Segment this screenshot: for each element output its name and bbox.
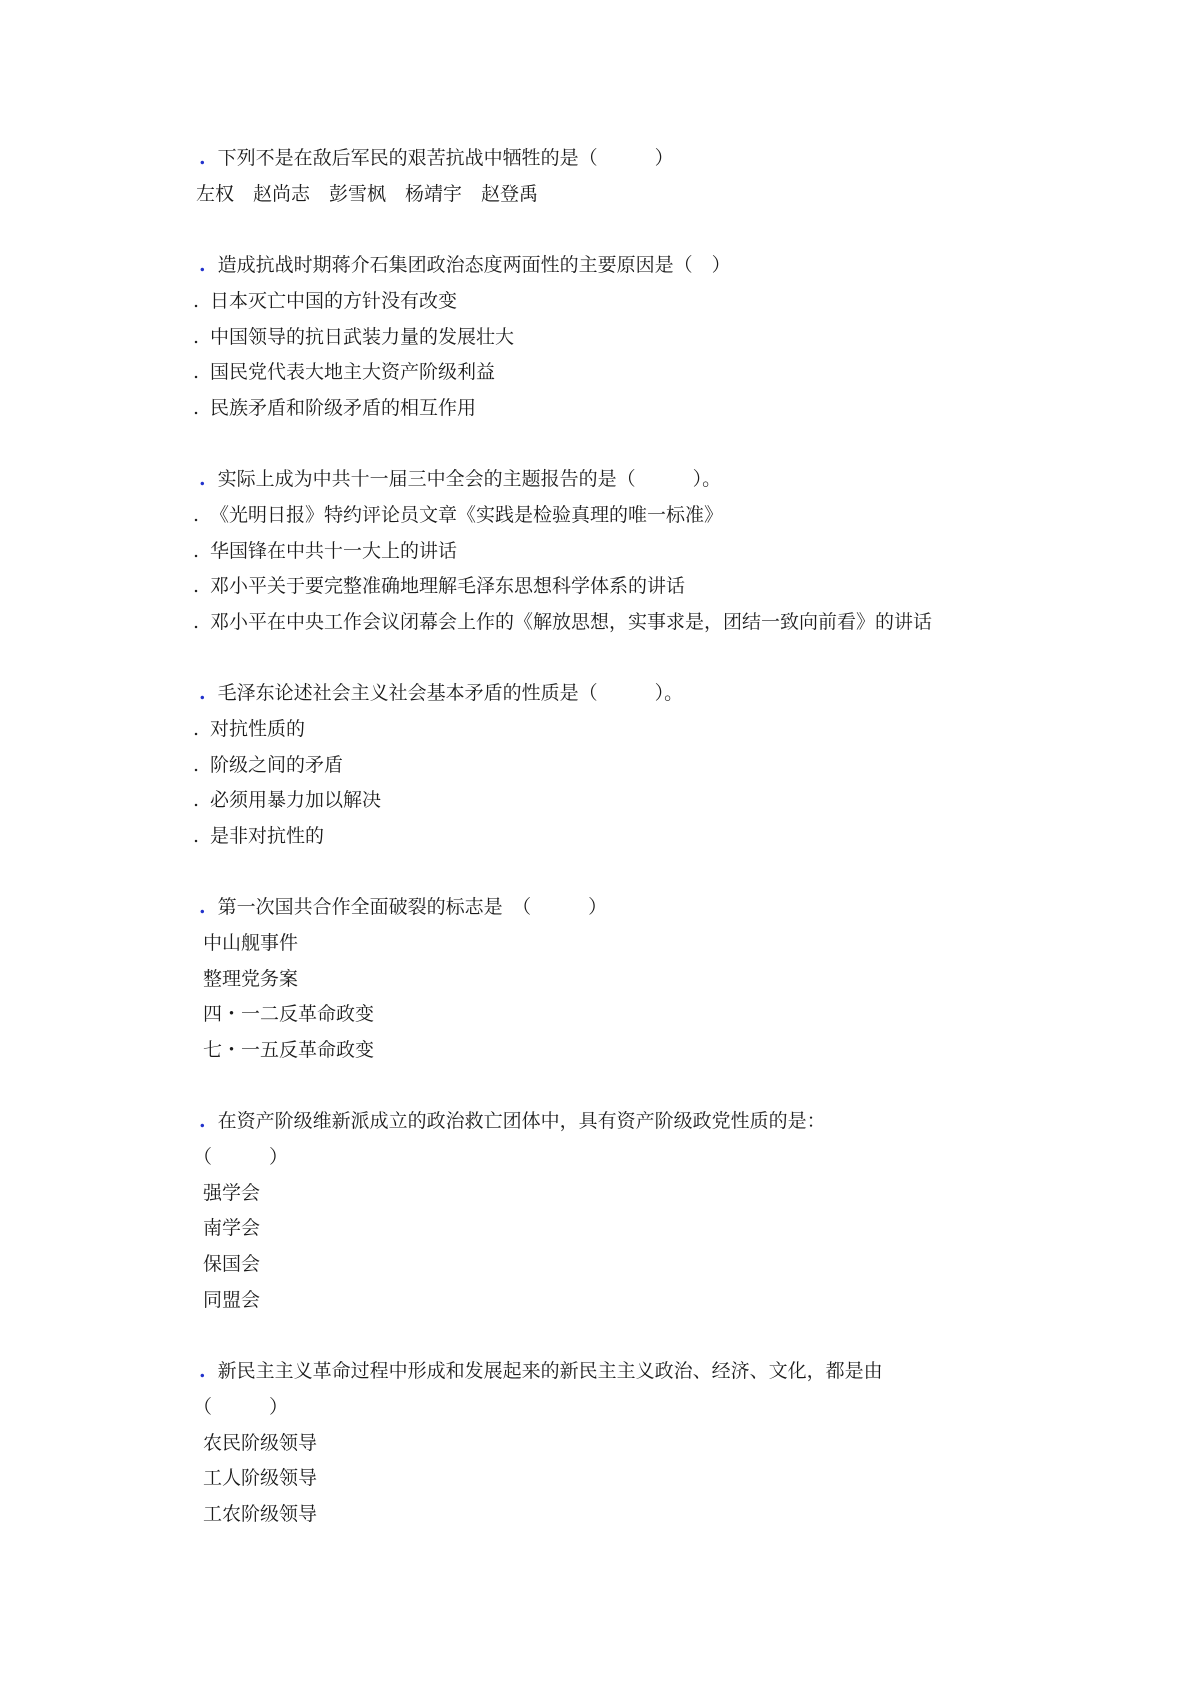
option-dot: . [193,290,200,312]
question-4 [199,681,683,705]
option-dot: . [193,611,200,633]
question-stem: 毛泽东论述社会主义社会基本矛盾的性质是（ ）。 [217,682,684,704]
option [193,574,685,598]
option-text: 对抗性质的 [210,718,306,740]
option: 中山舰事件 [203,932,299,954]
option [193,753,343,777]
option: 农民阶级领导 [203,1432,318,1454]
option [193,539,457,563]
inline-options: 左权 赵尚志 彭雪枫 杨靖宇 赵登禹 [196,183,539,205]
option-text: 华国锋在中共十一大上的讲话 [210,540,458,562]
option: 整理党务案 [203,968,299,990]
option-text: 阶级之间的矛盾 [210,754,344,776]
option [193,325,514,349]
question-3 [199,467,721,491]
option [193,289,457,313]
question-dot: . [199,1110,206,1132]
option-dot: . [193,575,200,597]
question-dot: . [199,468,206,490]
option [193,610,932,634]
option-text: 中国领导的抗日武装力量的发展壮大 [210,326,515,348]
option-dot: . [193,326,200,348]
question-6 [199,1109,826,1133]
option-text: 《光明日报》特约评论员文章《实践是检验真理的唯一标准》 [210,504,724,526]
option-dot: . [193,754,200,776]
option [193,503,723,527]
option [193,717,305,741]
option: 同盟会 [203,1289,261,1311]
question-stem: 实际上成为中共十一届三中全会的主题报告的是（ ）。 [217,468,722,490]
option-dot: . [193,789,200,811]
option [193,788,381,812]
option-dot: . [193,361,200,383]
option: 南学会 [203,1217,261,1239]
option: 工农阶级领导 [203,1503,318,1525]
option: 四・一二反革命政变 [203,1003,375,1025]
option-dot: . [193,540,200,562]
option [193,360,495,384]
option-text: 是非对抗性的 [210,825,325,847]
option-text: 邓小平在中央工作会议闭幕会上作的《解放思想，实事求是，团结一致向前看》的讲话 [210,611,933,633]
option [193,396,476,420]
question-dot: . [199,254,206,276]
option-dot: . [193,397,200,419]
question-2 [199,253,731,277]
question-dot: . [199,682,206,704]
question-stem: 造成抗战时期蒋介石集团政治态度两面性的主要原因是（ ） [217,254,731,276]
option-text: 国民党代表大地主大资产阶级利益 [210,361,496,383]
question-7 [199,1359,883,1383]
option-text: 日本灭亡中国的方针没有改变 [210,290,458,312]
question-dot: . [199,1360,206,1382]
question-stem: 下列不是在敌后军民的艰苦抗战中牺牲的是（ ） [217,147,674,169]
question-dot: . [199,147,206,169]
option-dot: . [193,718,200,740]
option-dot: . [193,825,200,847]
answer-paren: （ ） [193,1396,289,1418]
option-dot: . [193,504,200,526]
question-stem: 第一次国共合作全面破裂的标志是 （ ） [217,896,608,918]
question-5 [199,895,607,919]
option: 强学会 [203,1182,261,1204]
answer-paren: （ ） [193,1146,289,1168]
question-stem: 新民主主义革命过程中形成和发展起来的新民主主义政治、经济、文化，都是由 [217,1360,883,1382]
option-text: 民族矛盾和阶级矛盾的相互作用 [210,397,477,419]
question-dot: . [199,896,206,918]
option: 工人阶级领导 [203,1467,318,1489]
question-1 [199,146,674,170]
option: 保国会 [203,1253,261,1275]
question-stem: 在资产阶级维新派成立的政治救亡团体中，具有资产阶级政党性质的是： [217,1110,826,1132]
option-text: 必须用暴力加以解决 [210,789,382,811]
option [193,824,324,848]
option: 七・一五反革命政变 [203,1039,375,1061]
option-text: 邓小平关于要完整准确地理解毛泽东思想科学体系的讲话 [210,575,686,597]
